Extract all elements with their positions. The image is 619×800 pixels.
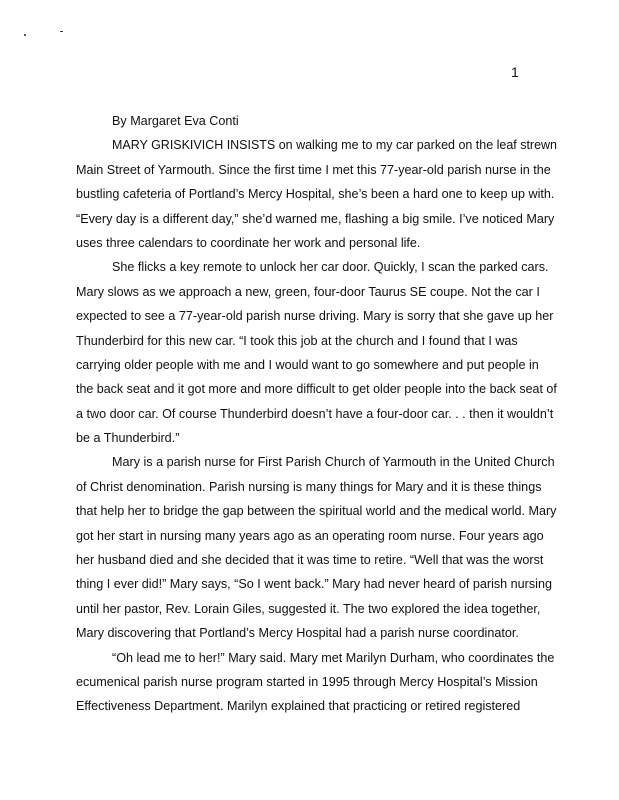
article-lines bbox=[76, 133, 557, 718]
text-line: a two door car. Of course Thunderbird doesn’t have a four-door car. . . then it wouldn’t bbox=[76, 406, 554, 421]
text-line: She flicks a key remote to unlock her car door. Quickly, I scan the parked cars. bbox=[112, 260, 549, 275]
article-body bbox=[76, 109, 557, 719]
text-line: expected to see a 77-year-old parish nurse driving. Mary is sorry that she gave up her bbox=[76, 309, 554, 324]
text-line: “Oh lead me to her!” Mary said. Mary met Marilyn Durham, who coordinates the bbox=[112, 650, 555, 665]
text-line: be a Thunderbird.” bbox=[76, 431, 180, 446]
scan-speck bbox=[24, 34, 26, 36]
text-line: the back seat and it got more and more difficult to get older people into the back seat of bbox=[76, 382, 557, 397]
text-line: Mary slows as we approach a new, green, four-door Taurus SE coupe. Not the car I bbox=[76, 284, 540, 299]
text-line: Effectiveness Department. Marilyn explained that practicing or retired registered bbox=[76, 699, 521, 714]
text-line: Mary is a parish nurse for First Parish Church of Yarmouth in the United Church bbox=[112, 455, 555, 470]
text-line: uses three calendars to coordinate her work and personal life. bbox=[76, 235, 421, 250]
text-line: that help her to bridge the gap between the spiritual world and the medical world. Mary bbox=[76, 504, 557, 519]
text-line: “Every day is a different day,” she’d warned me, flashing a big smile. I’ve noticed Mary bbox=[76, 211, 555, 226]
text-line: her husband died and she decided that it was time to retire. “Well that was the worst bbox=[76, 553, 544, 568]
byline: By Margaret Eva Conti bbox=[112, 114, 239, 128]
text-line: until her pastor, Rev. Lorain Giles, suggested it. The two explored the idea together, bbox=[76, 601, 541, 616]
text-line: thing I ever did!” Mary says, “So I went back.” Mary had never heard of parish nursing bbox=[76, 577, 552, 592]
text-line: Mary discovering that Portland’s Mercy Hospital had a parish nurse coordinator. bbox=[76, 626, 519, 641]
text-line: carrying older people with me and I would want to go somewhere and put people in bbox=[76, 357, 539, 372]
page-number: 1 bbox=[511, 64, 519, 80]
text-line: ecumenical parish nurse program started in 1995 through Mercy Hospital’s Mission bbox=[76, 674, 538, 689]
text-line: got her start in nursing many years ago as an operating room nurse. Four years ago bbox=[76, 528, 544, 543]
text-line: of Christ denomination. Parish nursing is many things for Mary and it is these things bbox=[76, 479, 542, 494]
scan-speck bbox=[60, 31, 63, 32]
text-line: MARY GRISKIVICH INSISTS on walking me to my car parked on the leaf strewn bbox=[112, 138, 557, 153]
text-line: Thunderbird for this new car. “I took this job at the church and I found that I was bbox=[76, 333, 518, 348]
text-line: Main Street of Yarmouth. Since the first time I met this 77-year-old parish nurse in the bbox=[76, 162, 551, 177]
text-line: bustling cafeteria of Portland’s Mercy Hospital, she’s been a hard one to keep up with. bbox=[76, 187, 555, 202]
